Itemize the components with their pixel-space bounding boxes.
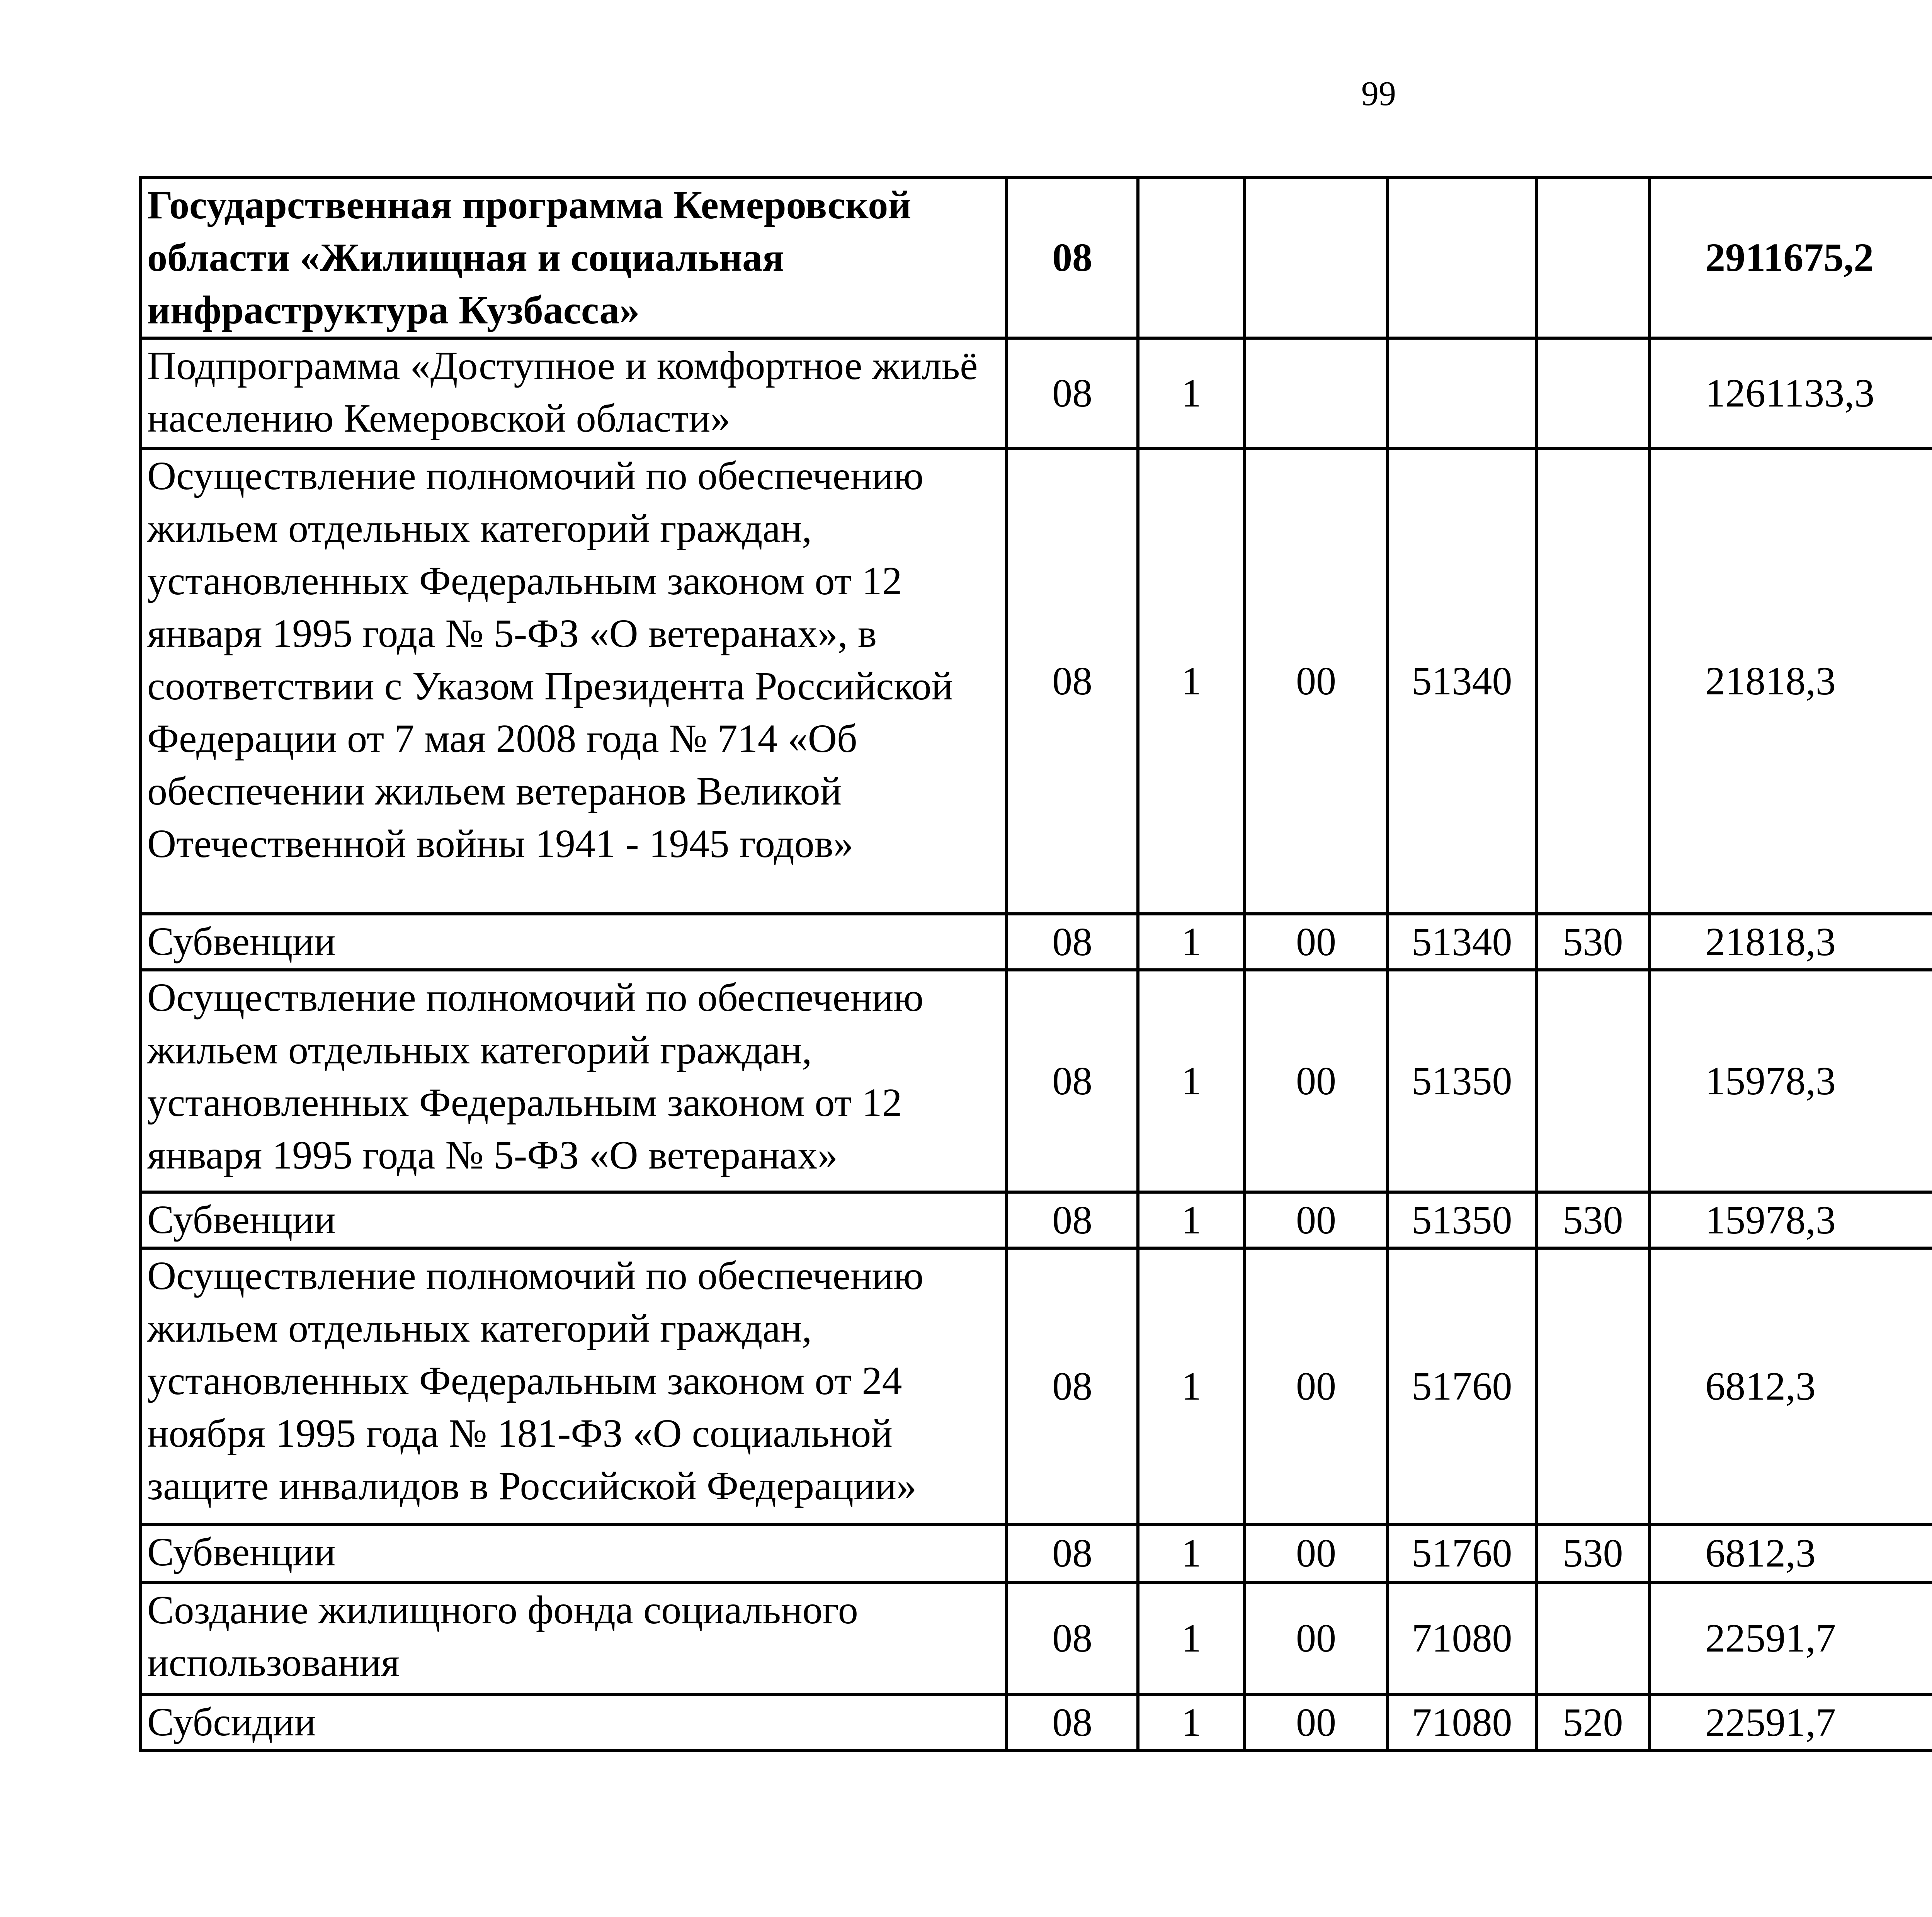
row-name: Осуществление полномочий по обеспечению жильем отдельных категорий граждан, установленных Федеральным законом от 12 января 1995 года № 5-ФЗ «О ветеранах», в соответствии с Указом Президента Российской Федерации от 7 мая 2008 года № 714 «Об обеспечении жильем ветеранов Великой Отечественной войны 1941 - 1945 годов» — [140, 448, 1007, 914]
amount-year-1: 21818,3 — [1650, 448, 1932, 914]
budget-table — [139, 176, 1932, 1752]
code-subprogram: 1 — [1138, 448, 1245, 914]
row-name: Создание жилищного фонда социального использования — [140, 1582, 1007, 1694]
code-subprogram: 1 — [1138, 338, 1245, 448]
row-name: Субвенции — [140, 914, 1007, 970]
amount-year-1: 6812,3 — [1650, 1524, 1932, 1582]
code-direction: 00 — [1245, 1192, 1388, 1248]
code-direction: 00 — [1245, 970, 1388, 1192]
code-expense-type — [1536, 970, 1650, 1192]
code-expense-type — [1536, 338, 1650, 448]
code-item: 51760 — [1388, 1248, 1536, 1524]
code-direction: 00 — [1245, 914, 1388, 970]
code-item: 51340 — [1388, 448, 1536, 914]
code-item — [1388, 177, 1536, 338]
code-section: 08 — [1007, 1524, 1138, 1582]
table-row — [140, 448, 1932, 914]
code-direction: 00 — [1245, 1694, 1388, 1750]
table-row — [140, 1582, 1932, 1694]
code-item: 51760 — [1388, 1524, 1536, 1582]
code-direction: 00 — [1245, 1248, 1388, 1524]
page-number: 99 — [1361, 75, 1396, 113]
table-row — [140, 1248, 1932, 1524]
row-name: Субвенции — [140, 1524, 1007, 1582]
code-section: 08 — [1007, 1582, 1138, 1694]
code-direction — [1245, 177, 1388, 338]
code-expense-type — [1536, 177, 1650, 338]
code-subprogram: 1 — [1138, 1248, 1245, 1524]
code-direction: 00 — [1245, 1582, 1388, 1694]
table-row — [140, 1694, 1932, 1750]
table-row — [140, 970, 1932, 1192]
amount-year-1: 21818,3 — [1650, 914, 1932, 970]
row-name: Субсидии — [140, 1694, 1007, 1750]
code-expense-type: 530 — [1536, 914, 1650, 970]
row-name: Осуществление полномочий по обеспечению жильем отдельных категорий граждан, установленных Федеральным законом от 24 ноября 1995 года № 181-ФЗ «О социальной защите инвалидов в Российской Федерации» — [140, 1248, 1007, 1524]
amount-year-1: 22591,7 — [1650, 1582, 1932, 1694]
code-section: 08 — [1007, 1192, 1138, 1248]
code-subprogram: 1 — [1138, 1582, 1245, 1694]
code-subprogram: 1 — [1138, 970, 1245, 1192]
amount-year-1: 15978,3 — [1650, 1192, 1932, 1248]
code-expense-type: 530 — [1536, 1524, 1650, 1582]
amount-year-1: 2911675,2 — [1650, 177, 1932, 338]
row-name: Государственная программа Кемеровской области «Жилищная и социальная инфраструктура Кузбасса» — [140, 177, 1007, 338]
row-name: Субвенции — [140, 1192, 1007, 1248]
table-row — [140, 1524, 1932, 1582]
code-item — [1388, 338, 1536, 448]
code-item: 51350 — [1388, 970, 1536, 1192]
code-direction: 00 — [1245, 448, 1388, 914]
code-direction: 00 — [1245, 1524, 1388, 1582]
amount-year-1: 1261133,3 — [1650, 338, 1932, 448]
amount-year-1: 22591,7 — [1650, 1694, 1932, 1750]
code-subprogram: 1 — [1138, 914, 1245, 970]
code-expense-type — [1536, 1248, 1650, 1524]
code-subprogram — [1138, 177, 1245, 338]
code-expense-type: 530 — [1536, 1192, 1650, 1248]
code-section: 08 — [1007, 1248, 1138, 1524]
code-expense-type: 520 — [1536, 1694, 1650, 1750]
code-subprogram: 1 — [1138, 1192, 1245, 1248]
code-section: 08 — [1007, 970, 1138, 1192]
amount-year-1: 6812,3 — [1650, 1248, 1932, 1524]
code-section: 08 — [1007, 338, 1138, 448]
code-expense-type — [1536, 1582, 1650, 1694]
code-item: 51340 — [1388, 914, 1536, 970]
row-name: Подпрограмма «Доступное и комфортное жильё населению Кемеровской области» — [140, 338, 1007, 448]
table-row — [140, 914, 1932, 970]
code-item: 51350 — [1388, 1192, 1536, 1248]
code-direction — [1245, 338, 1388, 448]
code-expense-type — [1536, 448, 1650, 914]
table-row — [140, 177, 1932, 338]
code-subprogram: 1 — [1138, 1524, 1245, 1582]
row-name: Осуществление полномочий по обеспечению жильем отдельных категорий граждан, установленных Федеральным законом от 12 января 1995 года № 5-ФЗ «О ветеранах» — [140, 970, 1007, 1192]
code-subprogram: 1 — [1138, 1694, 1245, 1750]
code-section: 08 — [1007, 448, 1138, 914]
table-row — [140, 1192, 1932, 1248]
code-section: 08 — [1007, 177, 1138, 338]
amount-year-1: 15978,3 — [1650, 970, 1932, 1192]
code-item: 71080 — [1388, 1582, 1536, 1694]
code-item: 71080 — [1388, 1694, 1536, 1750]
code-section: 08 — [1007, 1694, 1138, 1750]
table-row — [140, 338, 1932, 448]
code-section: 08 — [1007, 914, 1138, 970]
